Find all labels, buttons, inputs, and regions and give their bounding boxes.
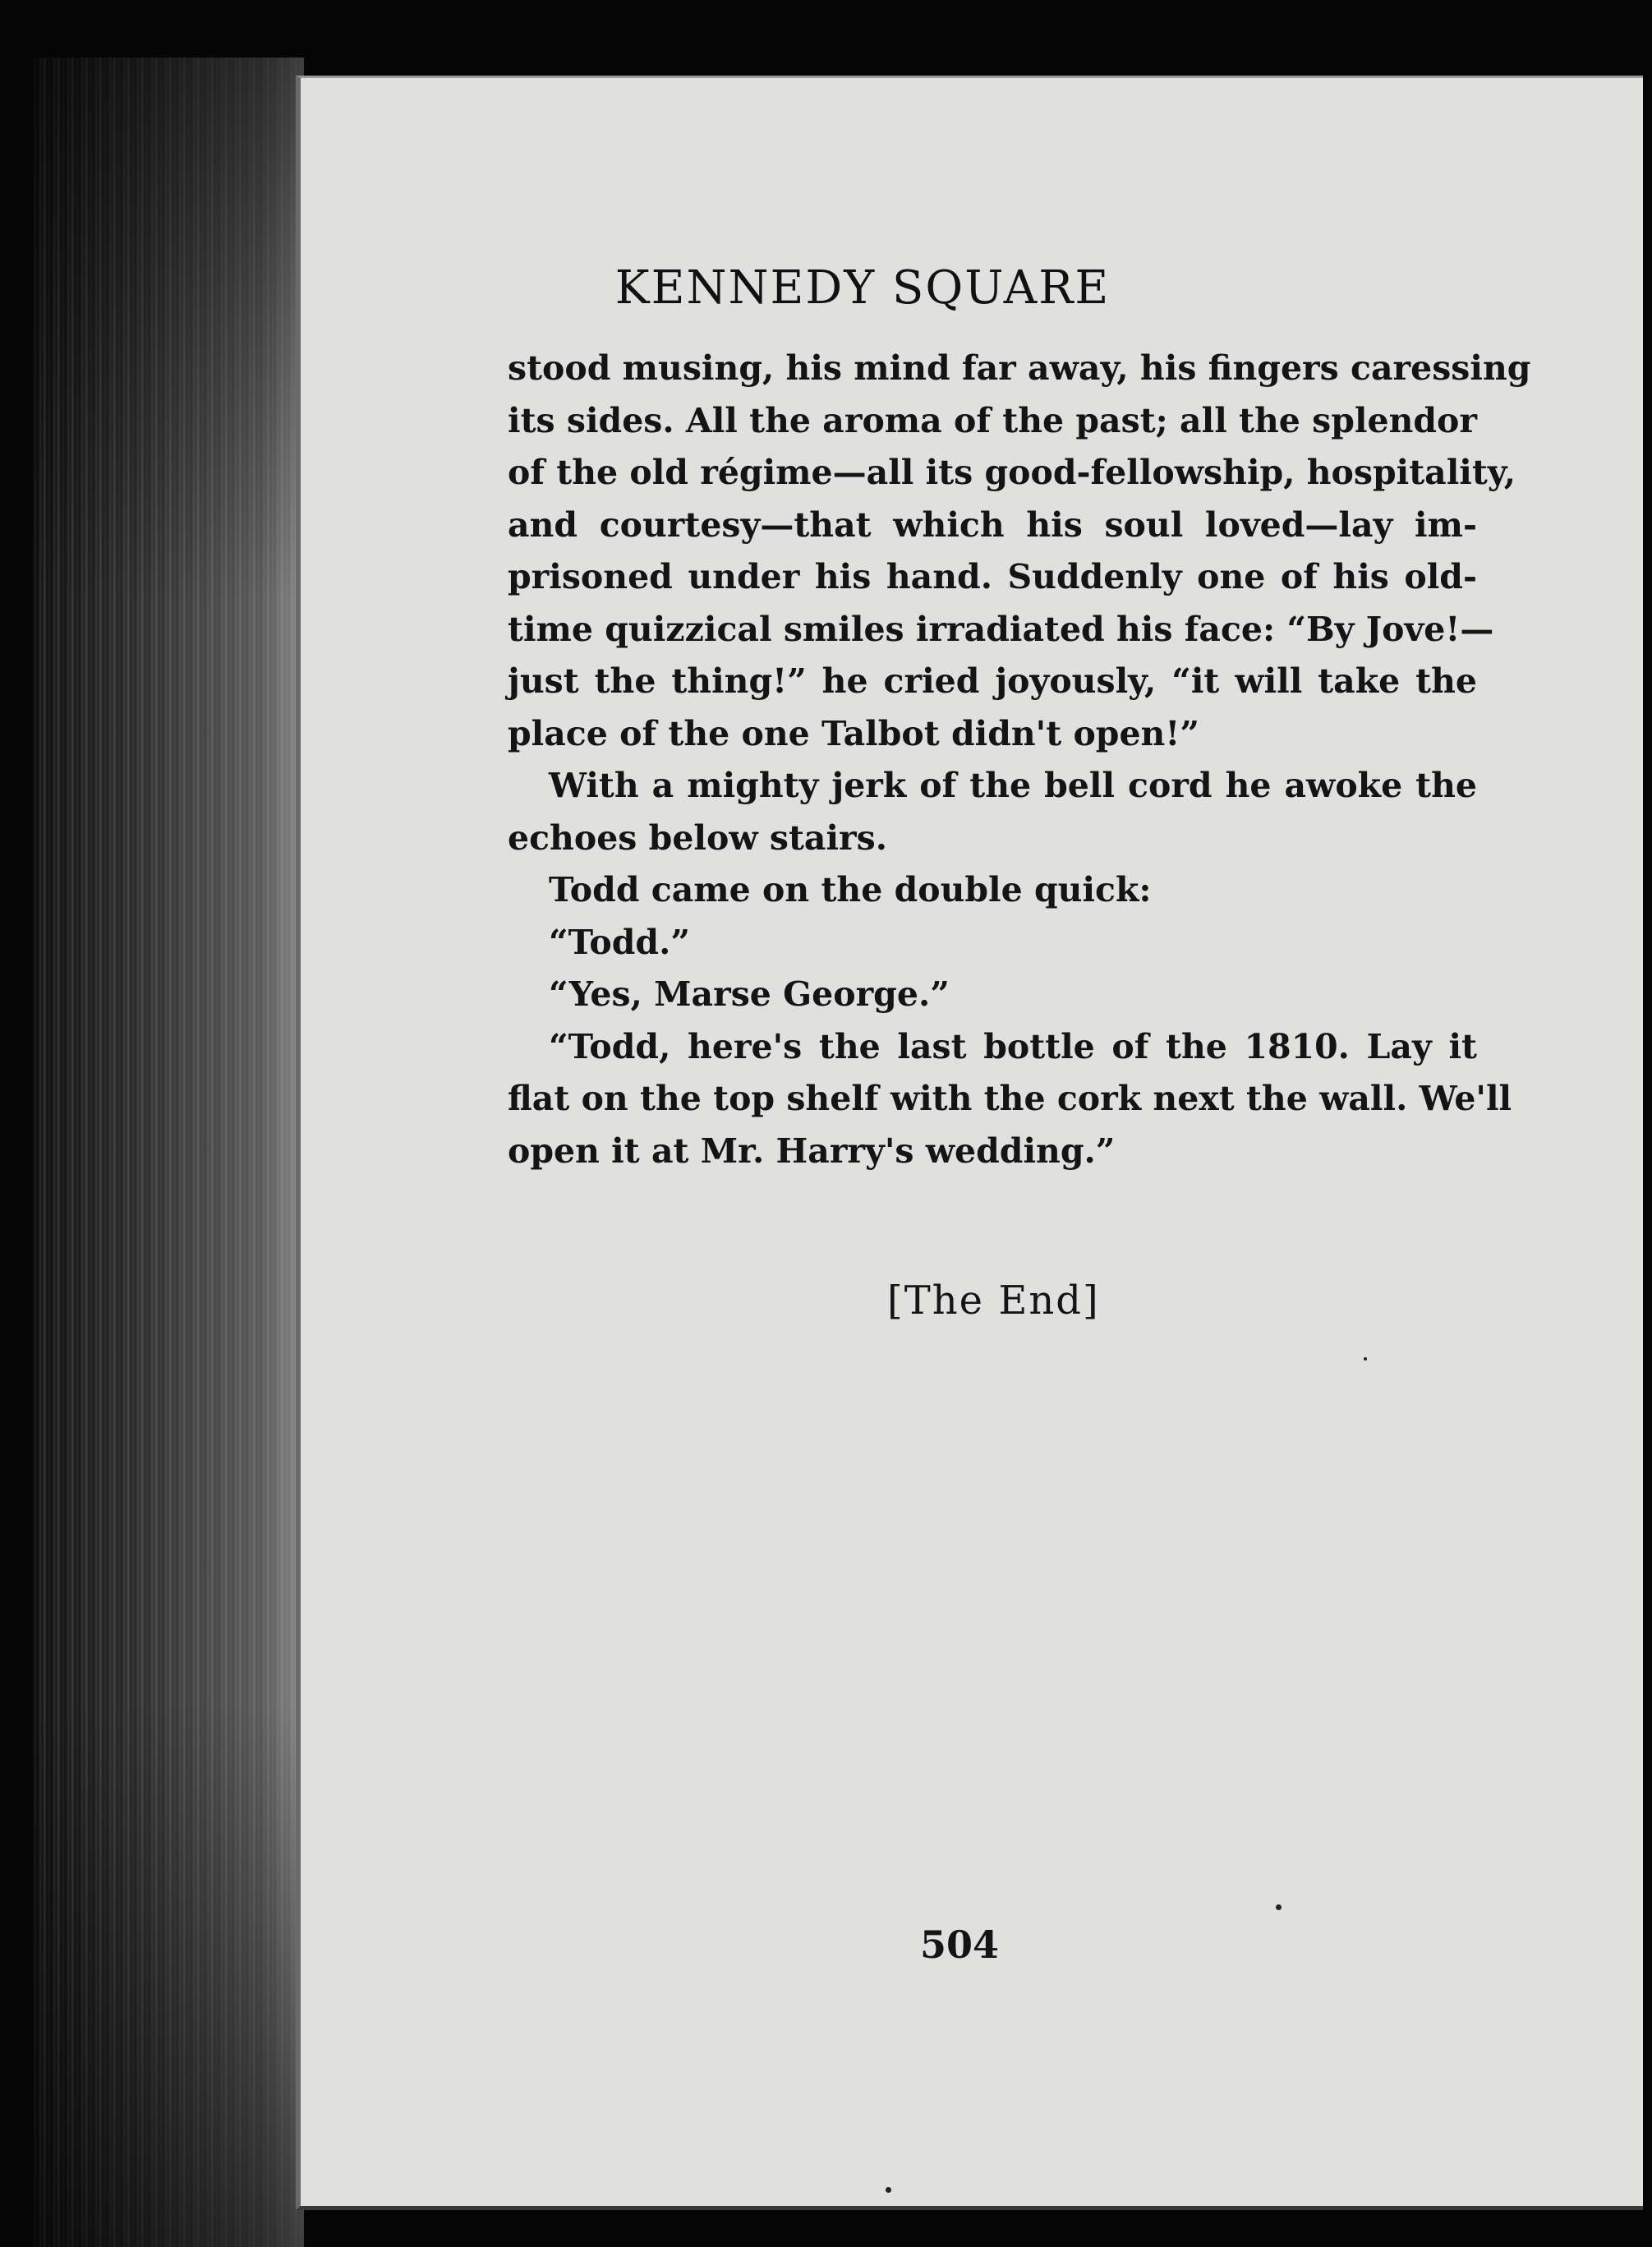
ink-speck (1364, 1357, 1367, 1361)
text-line: just the thing!” he cried joyously, “it will take the (508, 661, 1477, 701)
book-edge-shadow (33, 58, 304, 2247)
text-line: flat on the top shelf with the cork next the wall. We'll (508, 1079, 1512, 1118)
text-line: Todd came on the double quick: (549, 870, 1152, 909)
text-line: its sides. All the aroma of the past; all the splendor (508, 400, 1477, 440)
ink-speck (1276, 1904, 1282, 1910)
text-line: stood musing, his mind far away, his fingers caressing (508, 348, 1531, 388)
text-line: With a mighty jerk of the bell cord he awoke the (549, 766, 1477, 805)
text-line: time quizzical smiles irradiated his face: “By Jove!— (508, 609, 1494, 649)
text-line: “Todd.” (549, 922, 690, 962)
text-line: open it at Mr. Harry's wedding.” (508, 1130, 1116, 1171)
ink-speck (886, 2187, 891, 2193)
text-line: of the old régime—all its good-fellowship, hospitality, (508, 453, 1516, 492)
text-line: and courtesy—that which his soul loved—lay im- (508, 504, 1477, 545)
text-line: “Todd, here's the last bottle of the 1810. Lay it (549, 1026, 1477, 1066)
text-line: echoes below stairs. (508, 817, 888, 858)
end-mark: [The End] (887, 1278, 1100, 1324)
text-line: “Yes, Marse George.” (549, 974, 950, 1014)
text-line: prisoned under his hand. Suddenly one of his old- (508, 557, 1477, 596)
running-head: KENNEDY SQUARE (614, 261, 1111, 315)
text-line: place of the one Talbot didn't open!” (508, 713, 1199, 753)
body-text (508, 343, 1531, 1177)
page-number: 504 (920, 1922, 1000, 1967)
